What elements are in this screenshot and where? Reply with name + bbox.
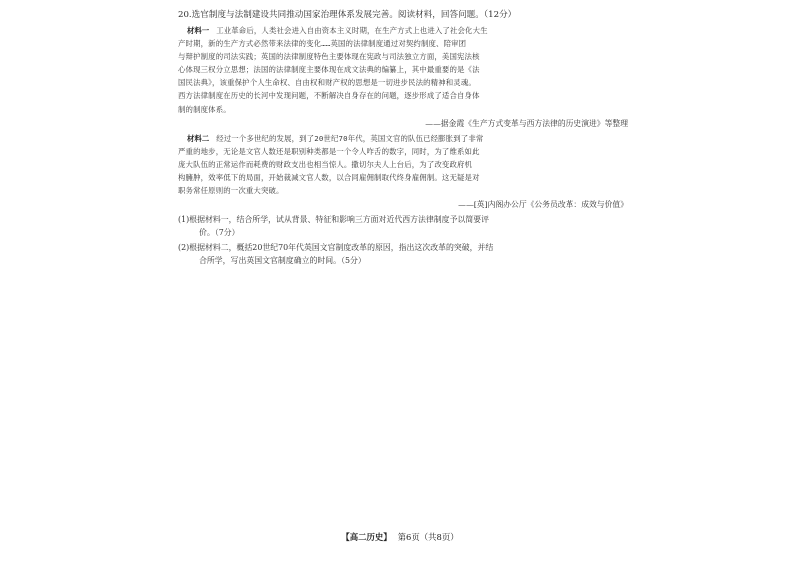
material-two-line: 庞大队伍的正常运作而耗费的财政支出也相当惊人。撒切尔夫人上台后，为了改变政府机: [178, 159, 473, 169]
material-two-line: 经过一个多世纪的发展，到了20世纪70年代，英国文官的队伍已经膨胀到了非常: [216, 133, 484, 143]
material-one-line: 国民法典》，该重保护个人生命权、自由权和财产权的思想是一切进步民法的精神和灵魂。: [178, 78, 476, 88]
material-one-source: ——据金霞《生产方式变革与西方法律的历史演进》等整理: [425, 118, 628, 128]
material-one: [178, 24, 628, 116]
sub-question-1: (1)根据材料一，结合所学，试从背景、特征和影响三方面对近代西方法律制度予以简要评 价。（7分）: [178, 215, 490, 238]
page-footer: [0, 531, 800, 543]
material-two-line: 职务常任原则的一次重大突破。: [178, 186, 284, 196]
material-one-line: 与辩护制度的司法实践；英国的法律制度特色主要体现在宪政与司法独立方面，美国宪法核: [178, 52, 480, 62]
material-two-label: 材料二: [187, 133, 210, 143]
sub-question-2: (2)根据材料二，概括20世纪70年代英国文官制度改革的原因，指出这次改革的突破，并结 合所学，写出英国文官制度确立的时间。（5分）: [178, 243, 494, 266]
material-one-line: 心体现三权分立思想；法国的法律制度主要体现在成文法典的编纂上，其中最重要的是《法: [178, 65, 480, 75]
material-one-line: 产时期，新的生产方式必然带来法律的变化……英国的法律制度通过对契约制度、陪审团: [178, 39, 467, 49]
footer-page-number: 第6页（共8页）: [397, 532, 459, 542]
material-one-label: 材料一: [187, 26, 210, 35]
question-block: [178, 9, 628, 267]
material-one-line: 西方法律制度在历史的长河中发现问题，不断解决自身存在的问题，逐步形成了适合自身体: [178, 91, 480, 101]
footer-subject: 【高二历史】: [341, 532, 392, 542]
material-two: [178, 132, 628, 197]
question-title: 20.选官制度与法制建设共同推动国家治理体系发展完善。阅读材料，回答问题。（12分）: [178, 10, 517, 20]
material-two-line: 严重的地步，无论是文官人数还是职别种类都是一个令人咋舌的数字，同时，为了维系如此: [178, 146, 480, 156]
material-one-line: 制的制度体系。: [178, 104, 231, 114]
material-two-source: ——[英]内阁办公厅《公务员改革：成效与价值》: [458, 200, 628, 210]
material-one-line: 工业革命后，人类社会进入自由资本主义时期，在生产方式上也进入了社会化大生: [216, 26, 488, 35]
material-two-line: 构臃肿，效率低下的局面，开始裁减文官人数，以合同雇佣制取代终身雇佣制。这无疑是对: [178, 172, 480, 182]
